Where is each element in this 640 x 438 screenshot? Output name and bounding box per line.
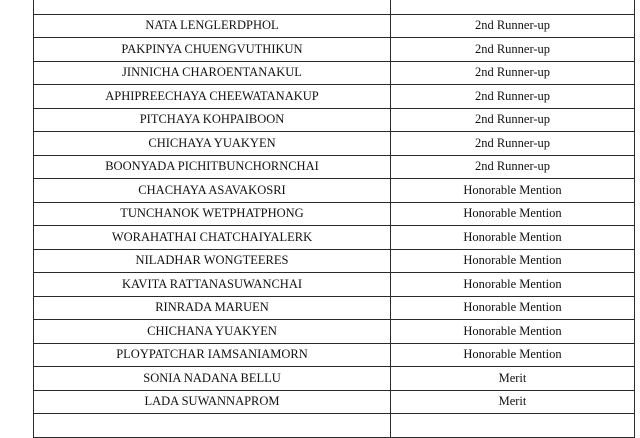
- table-row: [34, 61, 635, 85]
- student-name-cell: CHACHAYA ASAVAKOSRI: [34, 179, 391, 203]
- student-name-cell: BOONYADA PICHITBUNCHORNCHAI: [34, 155, 391, 179]
- student-name-cell: CHICHANA YUAKYEN: [34, 320, 391, 344]
- table-row: [34, 202, 635, 226]
- award-cell: Honorable Mention: [391, 249, 635, 273]
- award-cell: 2nd Runner-up: [391, 14, 635, 38]
- award-cell: Honorable Mention: [391, 179, 635, 203]
- table-row: [34, 320, 635, 344]
- award-cell: 2nd Runner-up: [391, 85, 635, 109]
- award-cell: 2nd Runner-up: [391, 38, 635, 62]
- table-row: [34, 38, 635, 62]
- award-cell: 2nd Runner-up: [391, 61, 635, 85]
- student-name-cell: PITCHAYA KOHPAIBOON: [34, 108, 391, 132]
- table-row: [34, 296, 635, 320]
- award-cell: Honorable Mention: [391, 343, 635, 367]
- award-cell: 2nd Runner-up: [391, 108, 635, 132]
- student-name-cell: APHIPREECHAYA CHEEWATANAKUP: [34, 85, 391, 109]
- table-row: [34, 249, 635, 273]
- table-row: [34, 155, 635, 179]
- results-table-body: [34, 0, 635, 437]
- award-cell: Merit: [391, 367, 635, 391]
- award-cell: Honorable Mention: [391, 320, 635, 344]
- award-cell: 2nd Runner-up: [391, 132, 635, 156]
- student-name-cell: RINRADA MARUEN: [34, 296, 391, 320]
- award-cell: Merit: [391, 390, 635, 414]
- student-name-cell: CHICHAYA YUAKYEN: [34, 132, 391, 156]
- award-cell: Honorable Mention: [391, 273, 635, 297]
- table-row: [34, 85, 635, 109]
- table-row: [34, 179, 635, 203]
- student-name-cell: JINNICHA CHAROENTANAKUL: [34, 61, 391, 85]
- table-row: [34, 14, 635, 38]
- student-name-cell: [34, 0, 391, 14]
- student-name-cell: LADA SUWANNAPROM: [34, 390, 391, 414]
- award-cell: Honorable Mention: [391, 202, 635, 226]
- award-cell: Honorable Mention: [391, 226, 635, 250]
- results-table: [33, 0, 635, 438]
- table-row: [34, 0, 635, 14]
- student-name-cell: PAKPINYA CHUENGVUTHIKUN: [34, 38, 391, 62]
- table-row: [34, 390, 635, 414]
- table-row: [34, 273, 635, 297]
- award-cell: 2nd Runner-up: [391, 155, 635, 179]
- table-row: [34, 108, 635, 132]
- award-cell: Honorable Mention: [391, 296, 635, 320]
- table-row: [34, 367, 635, 391]
- student-name-cell: NILADHAR WONGTEERES: [34, 249, 391, 273]
- table-row: [34, 226, 635, 250]
- table-row: [34, 132, 635, 156]
- table-row: [34, 414, 635, 438]
- student-name-cell: SONIA NADANA BELLU: [34, 367, 391, 391]
- student-name-cell: NATA LENGLERDPHOL: [34, 14, 391, 38]
- table-row: [34, 343, 635, 367]
- student-name-cell: [34, 414, 391, 438]
- student-name-cell: PLOYPATCHAR IAMSANIAMORN: [34, 343, 391, 367]
- student-name-cell: KAVITA RATTANASUWANCHAI: [34, 273, 391, 297]
- student-name-cell: WORAHATHAI CHATCHAIYALERK: [34, 226, 391, 250]
- award-cell: [391, 414, 635, 438]
- student-name-cell: TUNCHANOK WETPHATPHONG: [34, 202, 391, 226]
- award-cell: [391, 0, 635, 14]
